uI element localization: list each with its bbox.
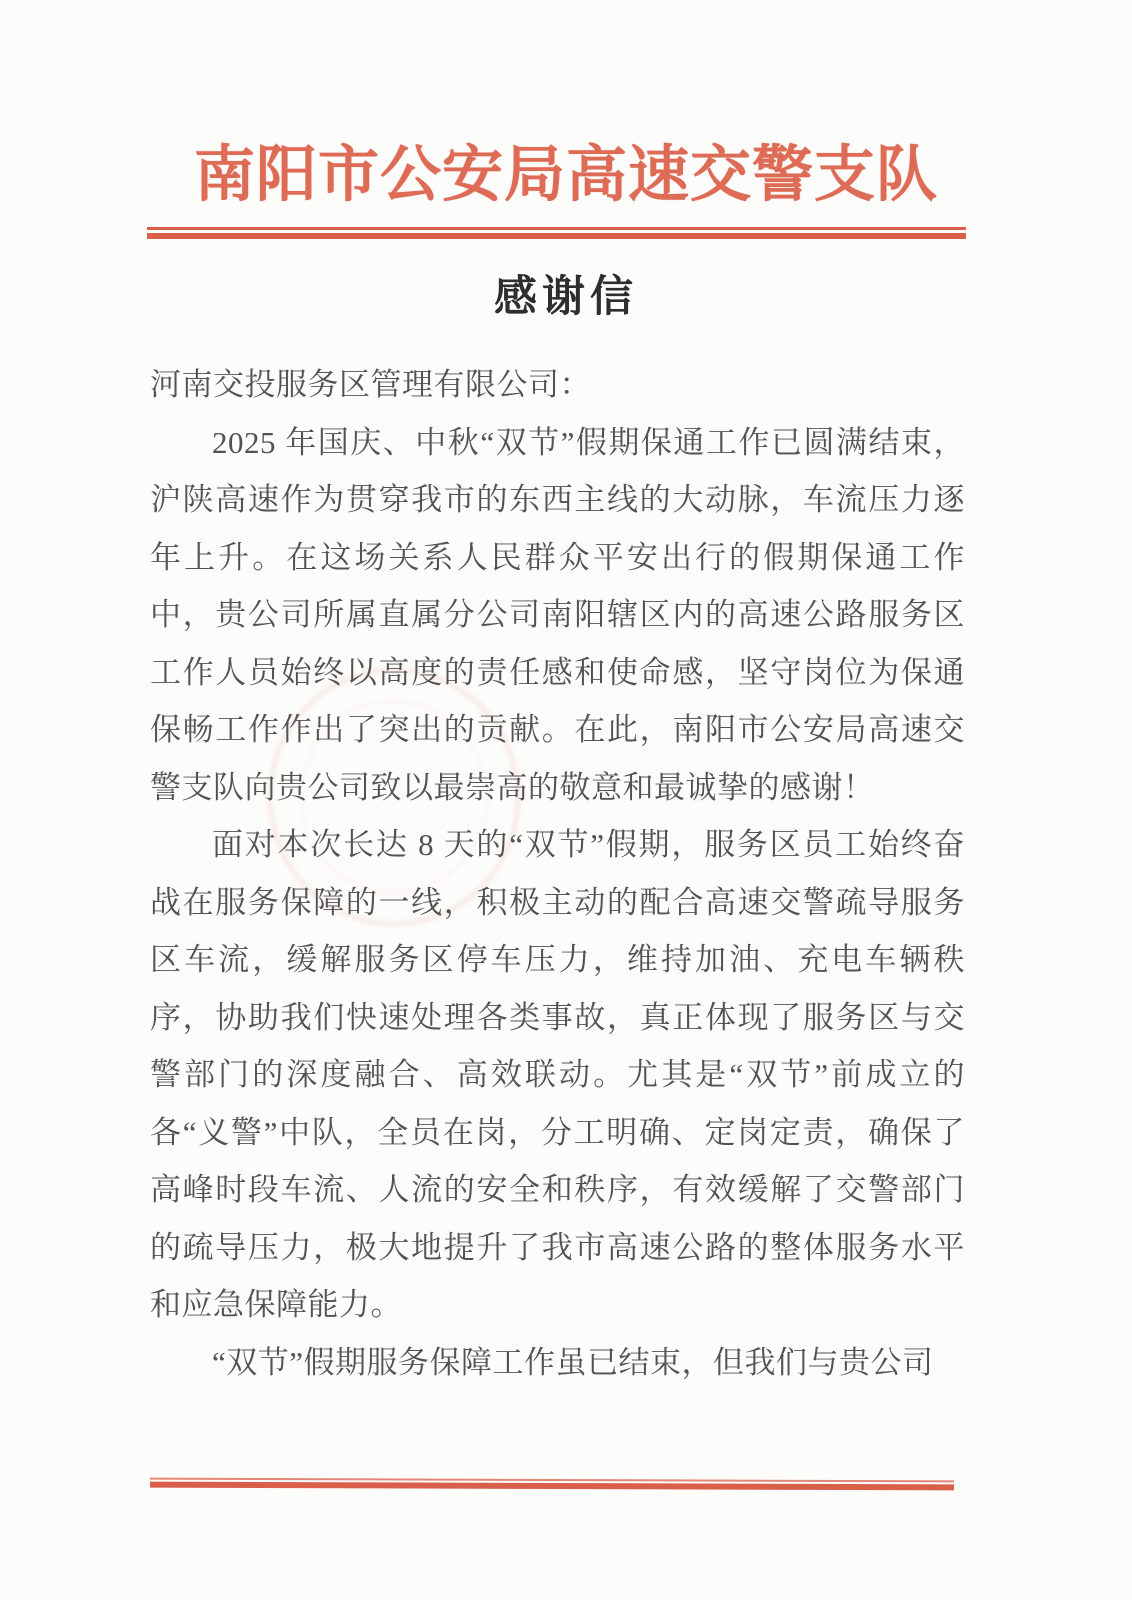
letterhead-rule-thick bbox=[147, 233, 966, 239]
body-paragraph-2: 面对本次长达 8 天的“双节”假期，服务区员工始终奋战在服务保障的一线，积极主动的配合高速交警疏导服务区车流，缓解服务区停车压力，维持加油、充电车辆秩序，协助我们快速处理各类事故，真正体现了服务区与交警部门的深度融合、高效联动。尤其是“双节”前成立的各“义警”中队，全员在岗，分工明确、定岗定责，确保了高峰时段车流、人流的安全和秩序，有效缓解了交警部门的疏导压力，极大地提升了我市高速公路的整体服务水平和应急保障能力。 bbox=[150, 827, 965, 1323]
body-paragraph-1: 2025 年国庆、中秋“双节”假期保通工作已圆满结束，沪陕高速作为贯穿我市的东西主线的大动脉，车流压力逐年上升。在这场关系人民群众平安出行的假期保通工作中，贵公司所属直属分公司南阳辖区内的高速公路服务区工作人员始终以高度的责任感和使命感，坚守岗位为保通保畅工作作出了突出的贡献。在此，南阳市公安局高速交警支队向贵公司致以最崇高的敬意和最诚挚的感谢！ bbox=[150, 424, 965, 805]
body-paragraph-3: “双节”假期服务保障工作虽已结束，但我们与贵公司 bbox=[212, 1344, 934, 1380]
letter-body bbox=[150, 356, 965, 1391]
letterhead-title: 南阳市公安局高速交警支队 bbox=[193, 142, 938, 209]
letterhead-double-rule bbox=[147, 227, 966, 239]
salutation-line: 河南交投服务区管理有限公司： bbox=[150, 367, 591, 403]
document-title: 感谢信 bbox=[494, 274, 638, 322]
footer-double-rule bbox=[150, 1478, 954, 1491]
